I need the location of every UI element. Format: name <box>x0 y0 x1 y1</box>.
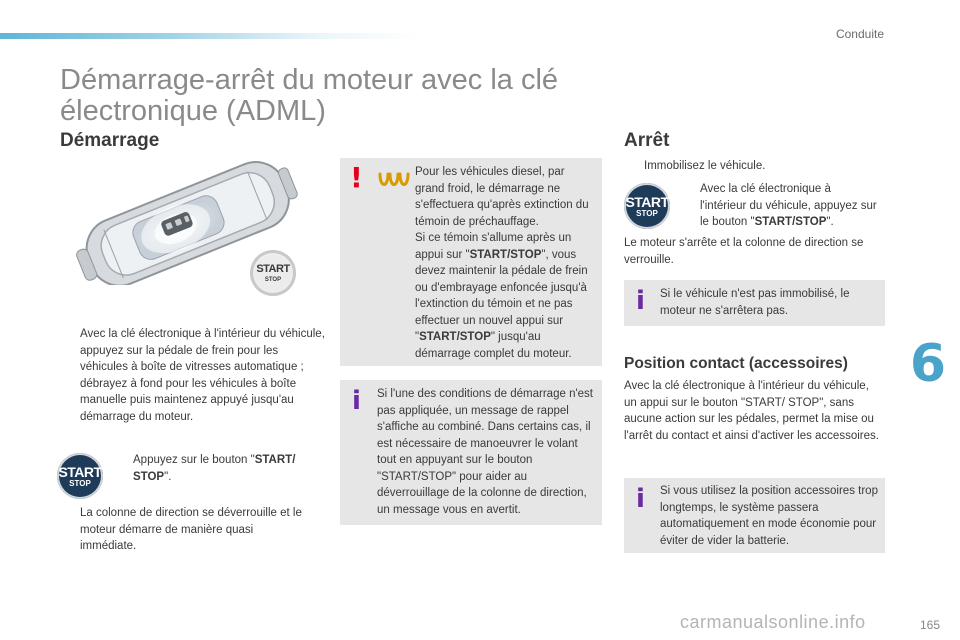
text-fragment: " jusqu'au démarrage complet du moteur. <box>415 331 572 360</box>
info-box-3-text: Si vous utilisez la position accessoires trop longtemps, le système passera automatiquement en mode économie pour éviter de vider la batterie. <box>660 485 878 547</box>
text-fragment: ". <box>164 470 172 483</box>
arret-bullet-1-text: Immobilisez le véhicule. <box>644 160 766 172</box>
arret-bullet-2-text <box>680 181 880 231</box>
start-stop-button-icon <box>624 183 670 229</box>
info-box-1-text: Si l'une des conditions de démarrage n'est pas appliquée, un message de rappel s'affiche au combiné. Dans certains cas, il est nécessaire de manoeuvrer le volant tout en appuyant sur le bouton "START/STOP" pour aider au déverrouillage de la colonne de direction, un message vous en avertit. <box>377 388 593 516</box>
info-icon: i <box>352 386 361 416</box>
info-icon: i <box>636 286 645 316</box>
stop-label: STOP <box>69 478 91 488</box>
start-stop-key-label: START/STOP <box>469 248 542 261</box>
page-number: 165 <box>919 618 940 632</box>
start-stop-button-icon <box>57 453 103 499</box>
start-label: START <box>58 463 102 480</box>
page-title: Démarrage-arrêt du moteur avec la clé électronique (ADML) <box>60 64 559 127</box>
arret-bullet-2 <box>680 181 880 231</box>
arret-heading: Arrêt <box>624 130 670 151</box>
text-fragment: Avec la clé électronique à l'intérieur du véhicule, appuyez sur le bouton " <box>700 183 877 228</box>
demarrage-bullet-1-text: Avec la clé électronique à l'intérieur du véhicule, appuyez sur la pédale de frein pour les véhicules à boîte de vitresses automatique ; débrayez à fond pour les véhicules à boîte manuelle puis maintenez appuyé jusqu'au démarrage du moteur. <box>80 328 325 423</box>
info-box-2 <box>624 280 885 326</box>
demarrage-bullet-3 <box>60 505 310 555</box>
stop-label: STOP <box>636 208 658 218</box>
warning-exclamation-icon: ! <box>350 161 363 194</box>
text-fragment: ". <box>826 216 834 228</box>
start-stop-key-label: START/ STOP <box>133 454 296 483</box>
warning-paragraph-1: Pour les véhicules diesel, par grand froid, le démarrage ne s'effectuera qu'après extinction du témoin de préchauffage. <box>415 166 589 228</box>
text-fragment: Appuyez sur le bouton " <box>133 454 255 466</box>
start-label: START <box>256 262 290 275</box>
demarrage-bullet-2-text <box>113 452 323 485</box>
info-icon: i <box>636 484 645 514</box>
info-box-2-text: Si le véhicule n'est pas immobilisé, le moteur ne s'arrêtera pas. <box>660 288 850 317</box>
glow-plug-icon <box>378 170 412 190</box>
start-label: START <box>625 193 669 210</box>
start-stop-key-label: START/STOP <box>754 216 827 228</box>
header-accent-bar <box>0 33 420 39</box>
text-fragment: ", vous devez maintenir la pédale de frein ou d'embrayage enfoncée jusqu'à l'extinction du témoin et ne pas effectuer un nouvel appui sur " <box>415 248 588 343</box>
watermark: carmanualsonline.info <box>680 612 866 632</box>
chapter-number: 6 <box>909 334 946 394</box>
warning-paragraph-2 <box>415 230 597 362</box>
demarrage-bullet-2 <box>113 452 323 485</box>
demarrage-heading: Démarrage <box>60 130 160 151</box>
info-box-3 <box>624 478 885 553</box>
start-stop-key-label: START/STOP <box>419 331 491 343</box>
info-box-1 <box>340 380 602 525</box>
warning-text <box>415 164 597 362</box>
arret-text: Le moteur s'arrête et la colonne de direction se verrouille. <box>624 237 864 266</box>
demarrage-bullet-1 <box>60 326 325 425</box>
section-label: Conduite <box>835 27 884 41</box>
arret-bullet-1 <box>624 158 884 175</box>
position-contact-heading: Position contact (accessoires) <box>624 355 848 372</box>
position-contact-text: Avec la clé électronique à l'intérieur du véhicule, un appui sur le bouton "START/ STOP", sans aucune action sur les pédales, permet la mise ou l'arrêt du contact et ainsi d'activer les accessoires. <box>624 380 879 442</box>
warning-box <box>340 158 602 366</box>
text-fragment: Si ce témoin s'allume après un appui sur " <box>415 232 572 261</box>
stop-label: STOP <box>264 276 282 283</box>
demarrage-bullet-3-text: La colonne de direction se déverrouille et le moteur démarre de manière quasi immédiate. <box>80 507 302 552</box>
start-stop-button-illustration <box>250 250 296 296</box>
